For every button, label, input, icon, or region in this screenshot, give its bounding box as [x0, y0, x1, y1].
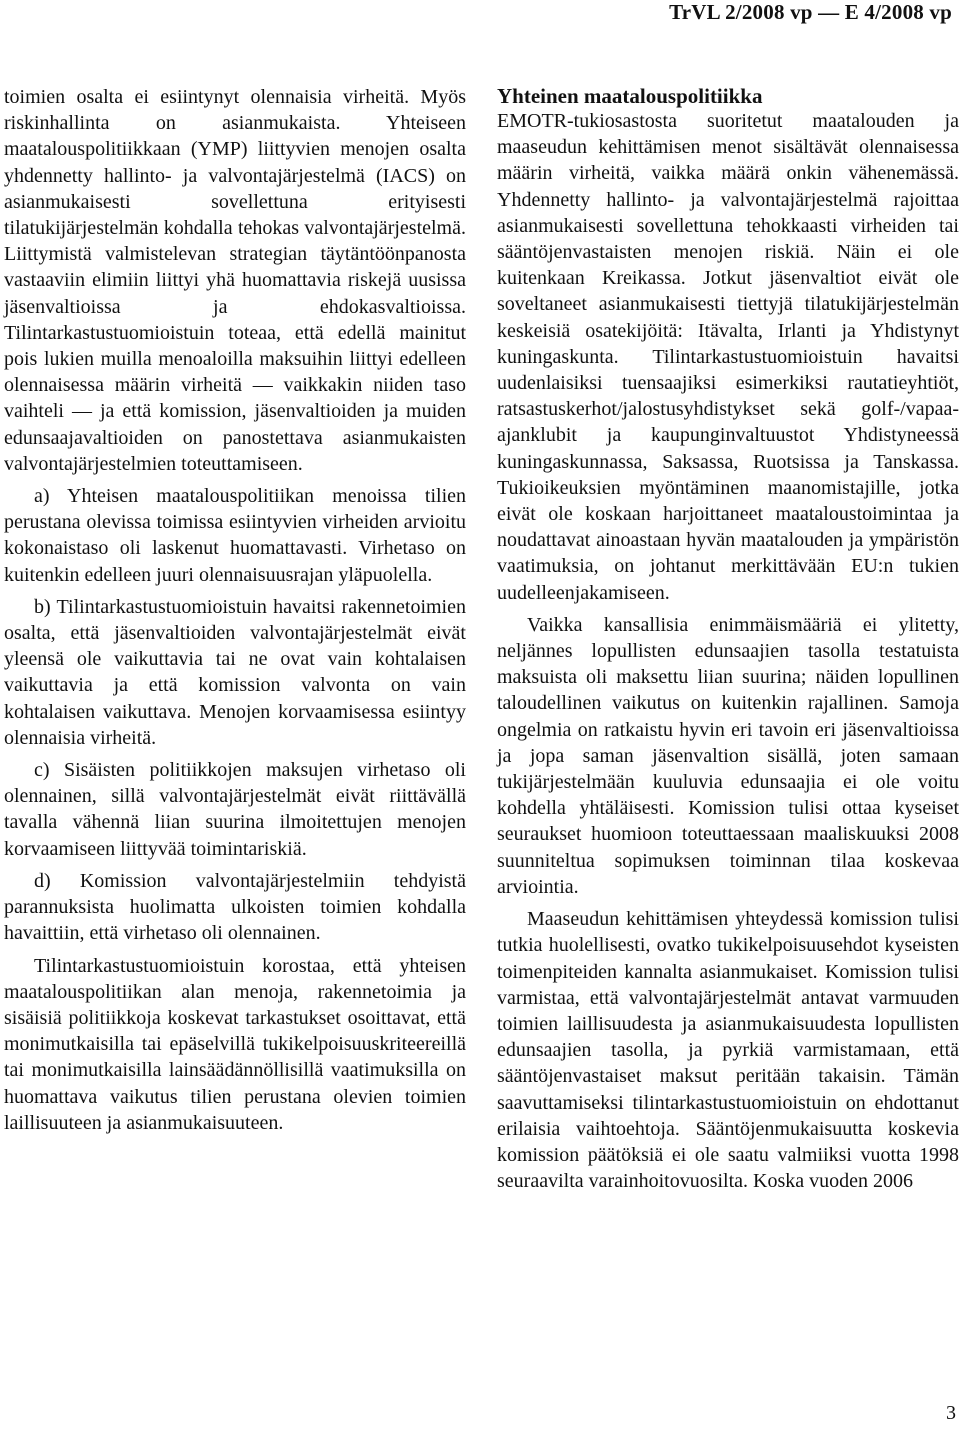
paragraph-emotr: EMOTR-tukiosastosta suoritetut maatalouden ja maaseudun kehittämisen menot sisältävät olennaisessa määrin virheitä, vaikka määrä onkin vähenemässä. Yhdennetty hallinto- ja valvontajärjestelmä rajoittaa asianmukaisesti sovellettuna tehokkaasti virheiden tai sääntöjenvastaisten menojen riskiä. Näin ei ole kuitenkaan Kreikassa. Jotkut jäsenvaltiot eivät ole soveltaneet asianmukaisesti tiettyjä tilatukijärjestelmän keskeisiä osatekijöitä: Itävalta, Irlanti ja Yhdistynyt kuningaskunta. Tilintarkastustuomioistuin havaitsi uudenlaisiksi tuensaajiksi esimerkiksi rautatieyhtiöt, ratsastuskerhot/jalostusyhdistykset sekä golf-/vapaa-ajanklubit ja kaupunginvaltuustot Yhdistyneessä kuningaskunnassa, Saksassa, Ruotsissa ja Tanskassa. Tukioikeuksien myöntäminen maanomistajille, jotka eivät ole koskaan harjoittaneet maataloustoimintaa ja noudattavat ainoastaan hyvän maatalouden ja ympäristön vaatimuksia, on johtanut merkittävään EU:n tukien uudelleenjakamiseen.: [497, 110, 959, 604]
paragraph-item-d: d) Komission valvontajärjestelmiin tehdyistä parannuksista huolimatta ulkoisten toimien kohdalla havaittiin, että virhetaso oli olennainen.: [4, 869, 466, 945]
paragraph-item-b: b) Tilintarkastustuomioistuin havaitsi rakennetoimien osalta, että jäsenvaltioiden valvontajärjestelmät eivät yleensä ole vaikuttavia tai ne ovat vain kohtalaisen vaikuttavia ja että komission valvonta on vain kohtalaisen vaikuttava. Menojen korvaamisessa esiintyy olennaisia virheitä.: [4, 595, 466, 749]
paragraph-item-a: a) Yhteisen maatalouspolitiikan menoissa tilien perustana olevissa toimissa esiintyvien virheiden arvioitu kokonaistaso oli laskenut huomattavasti. Virhetaso on kuitenkin edelleen juuri olennaisuusrajan yläpuolella.: [4, 485, 466, 586]
section-heading: Yhteinen maatalouspolitiikka: [497, 84, 763, 108]
paragraph-item-c: c) Sisäisten politiikkojen maksujen virhetaso oli olennainen, sillä valvontajärjestelmät eivät riittävällä tavalla vähennä liian suurina ilmoitettujen menojen korvaamiseen liittyvää toimintariskiä.: [4, 759, 466, 860]
paragraph-intro: toimien osalta ei esiintynyt olennaisia virheitä. Myös riskinhallinta on asianmukaista. Yhteiseen maatalouspolitiikkaan (YMP) liittyvien menojen osalta yhdennetty hallinto- ja valvontajärjestelmä (IACS) on asianmukaisesti sovellettuna erityisesti tilatukijärjestelmän kohdalla tehokas valvontajärjestelmä. Liittymistä valmistelevan strategian täytäntöönpanosta vastaaviin elimiin liittyi yhä huomattavia riskejä uusissa jäsenvaltioissa ja ehdokasvaltioissa. Tilintarkastustuomioistuin toteaa, että edellä mainitut pois lukien muilla menoaloilla maksuihin liittyi edelleen olennaisessa määrin virheitä — vaikkakin niiden taso vaihteli — ja että komission, jäsenvaltioiden ja muiden edunsaajavaltioiden on panostettava asianmukaisten valvontajärjestelmien toteuttamiseen.: [4, 86, 466, 475]
paragraph-conclusion: Tilintarkastustuomioistuin korostaa, että yhteisen maatalouspolitiikan alan menoja, rakennetoimia ja sisäisiä politiikkoja koskevat tarkastukset osoittavat, että monimutkaisilla tai epäselvillä tukikelpoisuuskriteereillä tai monimutkaisilla lainsäädännöllisillä vaatimuksilla on huomattava vaikutus tilien perustana olevien toimien laillisuuteen ja asianmukaisuuteen.: [4, 954, 466, 1134]
paragraph-national-ceilings: Vaikka kansallisia enimmäismääriä ei ylitetty, neljännes lopullisten edunsaajien tasolla testatuista maksuista oli maksettu liian suurina; näiden lopullinen taloudellinen vaikutus on kuitenkin rajallinen. Samoja ongelmia on ratkaistu hyvin eri tavoin eri jäsenvaltioissa ja jopa saman jäsenvaltion sisällä, joten samaan tukijärjestelmään kuuluvia edunsaajia ei ole voitu kohdella yhtäläisesti. Komission tulisi ottaa kyseiset seuraukset huomioon toteuttaessaan maaliskuuksi 2008 suunniteltua sopimuksen toiminnan tilaa koskevaa arviointia.: [497, 613, 959, 898]
right-column: [497, 84, 959, 1194]
left-column: [4, 84, 466, 1136]
page-number: 3: [946, 1402, 956, 1424]
page-header: TrVL 2/2008 vp — E 4/2008 vp: [669, 0, 952, 24]
paragraph-rural-development: Maaseudun kehittämisen yhteydessä komission tulisi tutkia huolellisesti, ovatko tukikelpoisuusehdot kyseisten toimenpiteiden kannalta asianmukaiset. Komission tulisi varmistaa, että valvontajärjestelmät antavat varmuuden toimien laillisuudesta ja asianmukaisuudesta lopullisten edunsaajien tasolla, ja pyrkiä varmistamaan, että sääntöjenvastaiset maksut peritään takaisin. Tämän saavuttamiseksi tilintarkastustuomioistuin on ehdottanut erilaisia vaihtoehtoja. Sääntöjenmukaisuutta koskevia komission päätöksiä ei ole saatu valmiiksi vuotta 1998 seuraavilta varainhoitovuosilta. Koska vuoden 2006: [497, 908, 959, 1193]
